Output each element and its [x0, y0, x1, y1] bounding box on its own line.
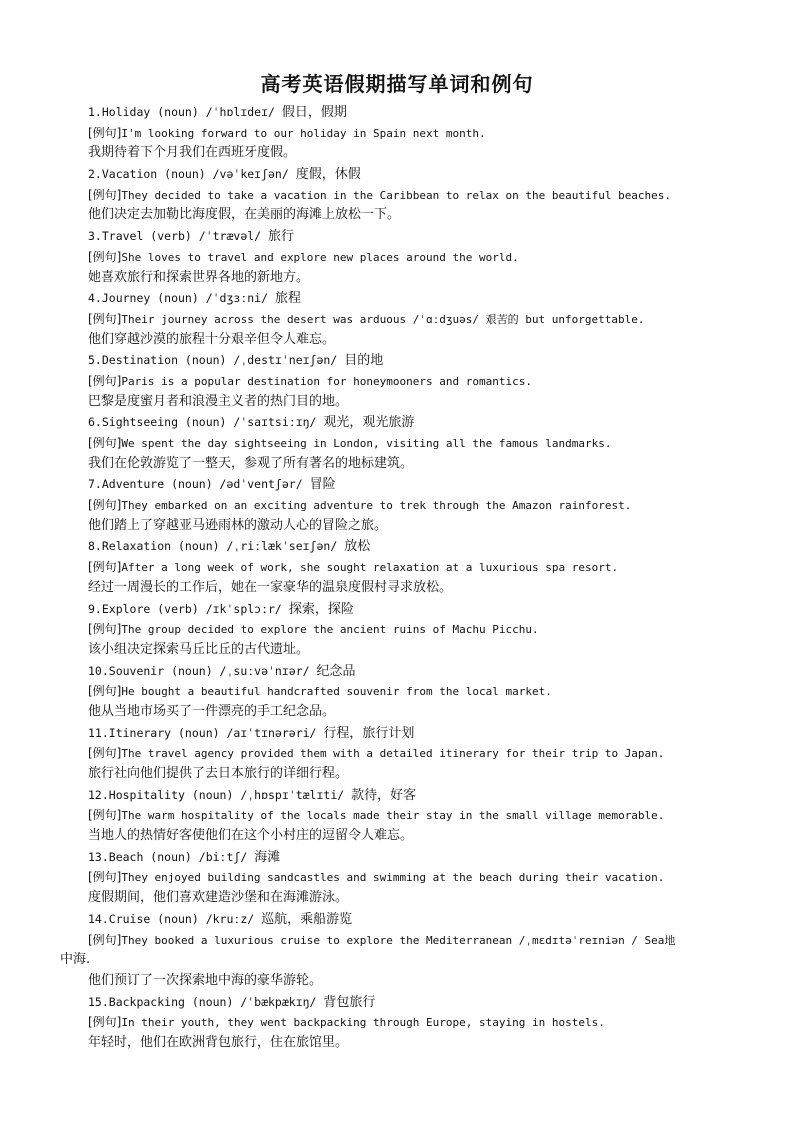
entry-example [0, 743, 794, 764]
vocab-entry [0, 847, 794, 909]
entry-example [0, 309, 794, 330]
example-continuation: 中海. [60, 952, 91, 968]
entry-translation: 度假期间，他们喜欢建造沙堡和在海滩游泳。 [88, 890, 349, 906]
example-sentence: Paris is a popular destination for honeymooners and romantics. [121, 374, 532, 388]
entry-example [0, 681, 794, 702]
entry-heading [0, 723, 794, 744]
entry-meaning: 目的地 [344, 353, 384, 369]
entry-translation: 他们预订了一次探索地中海的豪华游轮。 [88, 972, 323, 988]
entry-meaning: 行程，旅行计划 [323, 725, 415, 741]
example-tag: [例句] [88, 870, 122, 885]
example-tag: [例句] [88, 249, 122, 264]
entry-meaning: 海滩 [254, 849, 281, 865]
entry-translation: 该小组决定探索马丘比丘的古代遗址。 [88, 641, 310, 657]
example-tag: [例句] [88, 373, 122, 388]
entry-translation: 经过一周漫长的工作后，她在一家豪华的温泉度假村寻求放松。 [88, 579, 453, 595]
entry-heading [0, 992, 794, 1013]
example-sentence: He bought a beautiful handcrafted souvenir from the local market. [121, 685, 552, 699]
entry-meaning: 纪念品 [316, 663, 356, 679]
example-sentence: Their journey across the desert was arduous /ˈɑːdʒuəs/ 艰苦的 but unforgettable. [121, 312, 645, 326]
entry-translation: 巴黎是度蜜月者和浪漫主义者的热门目的地。 [88, 393, 349, 409]
entry-translation: 他们决定去加勒比海度假，在美丽的海滩上放松一下。 [88, 207, 401, 223]
example-tag: [例句] [88, 560, 122, 575]
example-sentence: The travel agency provided them with a detailed itinerary for their trip to Japan. [121, 747, 665, 761]
example-tag: [例句] [88, 187, 122, 202]
example-sentence: She loves to travel and explore new places around the world. [121, 250, 519, 264]
entry-word-phonetic: 5.Destination (noun) /ˌdestɪˈneɪʃən/ [88, 353, 338, 368]
entry-translation: 当地人的热情好客使他们在这个小村庄的逗留令人难忘。 [88, 828, 414, 844]
entry-example [0, 1012, 794, 1033]
example-tag: [例句] [88, 684, 122, 699]
vocab-entry [0, 288, 794, 350]
entry-translation: 旅行社向他们提供了去日本旅行的详细行程。 [88, 766, 349, 781]
vocab-entry [0, 474, 794, 536]
example-tag: [例句] [88, 746, 122, 761]
entry-word-phonetic: 12.Hospitality (noun) /ˌhɒspɪˈtælɪti/ [88, 787, 345, 802]
example-sentence: They enjoyed building sandcastles and swimming at the beach during their vacation. [121, 871, 665, 885]
vocab-entry [0, 723, 794, 785]
example-tag: [例句] [88, 622, 122, 637]
entry-heading [0, 226, 794, 247]
entry-translation: 她喜欢旅行和探索世界各地的新地方。 [88, 269, 310, 285]
vocab-entry [0, 350, 794, 412]
entry-translation: 他从当地市场买了一件漂亮的手工纪念品。 [88, 703, 336, 719]
entry-heading [0, 661, 794, 682]
entry-example [0, 185, 794, 206]
example-tag: [例句] [88, 125, 122, 140]
example-sentence: In their youth, they went backpacking through Europe, staying in hostels. [121, 1016, 605, 1030]
entry-word-phonetic: 2.Vacation (noun) /vəˈkeɪʃən/ [88, 167, 289, 182]
entry-word-phonetic: 13.Beach (noun) /biːtʃ/ [88, 849, 248, 864]
entry-heading [0, 599, 794, 620]
entry-translation: 我期待着下个月我们在西班牙度假。 [88, 145, 297, 161]
example-sentence: After a long week of work, she sought relaxation at a luxurious spa resort. [121, 561, 619, 575]
entry-meaning: 假日，假期 [281, 105, 347, 120]
example-sentence: They decided to take a vacation in the Caribbean to relax on the beautiful beaches. [121, 188, 672, 202]
entry-word-phonetic: 14.Cruise (noun) /kruːz/ [88, 911, 255, 926]
vocab-entry [0, 102, 794, 164]
vocab-entry [0, 909, 794, 992]
entry-heading [0, 288, 794, 309]
example-sentence: We spent the day sightseeing in London, visiting all the famous landmarks. [121, 437, 612, 450]
entry-word-phonetic: 6.Sightseeing (noun) /ˈsaɪtsiːɪŋ/ [88, 415, 317, 430]
vocab-entry [0, 992, 794, 1054]
entry-word-phonetic: 8.Relaxation (noun) /ˌriːlækˈseɪʃən/ [88, 539, 338, 554]
entry-example [0, 123, 794, 144]
entry-heading [0, 412, 794, 433]
page-title: 高考英语假期描写单词和例句 [260, 72, 534, 96]
vocab-entry [0, 599, 794, 661]
entry-word-phonetic: 4.Journey (noun) /ˈdʒɜːni/ [88, 291, 269, 306]
entry-meaning: 背包旅行 [323, 994, 376, 1010]
entry-meaning: 旅程 [274, 291, 301, 307]
entry-heading [0, 847, 794, 868]
example-tag: [例句] [88, 1015, 122, 1030]
entry-meaning: 款待，好客 [351, 787, 417, 803]
example-sentence: They booked a luxurious cruise to explore the Mediterranean /ˌmɛdɪtəˈreɪniən / Sea地 [121, 933, 676, 947]
entry-word-phonetic: 10.Souvenir (noun) /ˌsuːvəˈnɪər/ [88, 663, 310, 678]
entry-meaning: 度假，休假 [295, 167, 361, 183]
entry-translation: 我们在伦敦游览了一整天，参观了所有著名的地标建筑。 [88, 455, 414, 471]
entry-word-phonetic: 15.Backpacking (noun) /ˈbækpækɪŋ/ [88, 994, 317, 1009]
vocab-entry [0, 661, 794, 723]
entry-example [0, 495, 794, 516]
example-sentence: I'm looking forward to our holiday in Spain next month. [121, 126, 486, 140]
entry-meaning: 旅行 [268, 229, 295, 245]
entry-example [0, 930, 794, 951]
entry-heading [0, 536, 794, 557]
entry-example [0, 247, 794, 268]
vocabulary-list [0, 102, 794, 1054]
entry-example [0, 805, 794, 826]
entry-heading [0, 785, 794, 806]
example-tag: [例句] [88, 436, 122, 450]
example-tag: [例句] [88, 498, 122, 513]
vocab-entry [0, 785, 794, 847]
entry-word-phonetic: 11.Itinerary (noun) /aɪˈtɪnərəri/ [88, 725, 317, 740]
vocab-entry [0, 164, 794, 226]
entry-word-phonetic: 7.Adventure (noun) /ədˈventʃər/ [88, 477, 303, 492]
entry-word-phonetic: 3.Travel (verb) /ˈtrævəl/ [88, 229, 262, 244]
entry-meaning: 观光，观光旅游 [323, 415, 415, 431]
entry-word-phonetic: 9.Explore (verb) /ɪkˈsplɔːr/ [88, 601, 282, 616]
entry-example [0, 619, 794, 640]
entry-meaning: 探索，探险 [288, 601, 354, 617]
entry-meaning: 巡航，乘船游览 [261, 911, 353, 927]
entry-heading [0, 474, 794, 495]
example-sentence: The group decided to explore the ancient ruins of Machu Picchu. [121, 623, 539, 637]
entry-example [0, 433, 794, 454]
entry-example [0, 371, 794, 392]
vocab-entry [0, 226, 794, 288]
example-sentence: They embarked on an exciting adventure to trek through the Amazon rainforest. [121, 499, 632, 513]
example-tag: [例句] [88, 808, 122, 823]
entry-meaning: 冒险 [309, 477, 336, 493]
entry-translation: 他们穿越沙漠的旅程十分艰辛但令人难忘。 [88, 331, 336, 347]
entry-translation: 年轻时，他们在欧洲背包旅行，住在旅馆里。 [88, 1034, 349, 1050]
entry-heading [0, 102, 794, 123]
entry-heading [0, 164, 794, 185]
entry-example [0, 557, 794, 578]
entry-example [0, 867, 794, 888]
example-sentence: The warm hospitality of the locals made their stay in the small village memorable. [121, 809, 665, 823]
example-tag: [例句] [88, 932, 122, 947]
vocab-entry [0, 536, 794, 598]
example-tag: [例句] [88, 311, 122, 326]
vocab-entry [0, 412, 794, 474]
entry-word-phonetic: 1.Holiday (noun) /ˈhɒlɪdeɪ/ [88, 105, 275, 119]
entry-translation: 他们踏上了穿越亚马逊雨林的激动人心的冒险之旅。 [88, 517, 388, 533]
entry-meaning: 放松 [344, 539, 371, 555]
entry-heading [0, 350, 794, 371]
entry-heading [0, 909, 794, 930]
